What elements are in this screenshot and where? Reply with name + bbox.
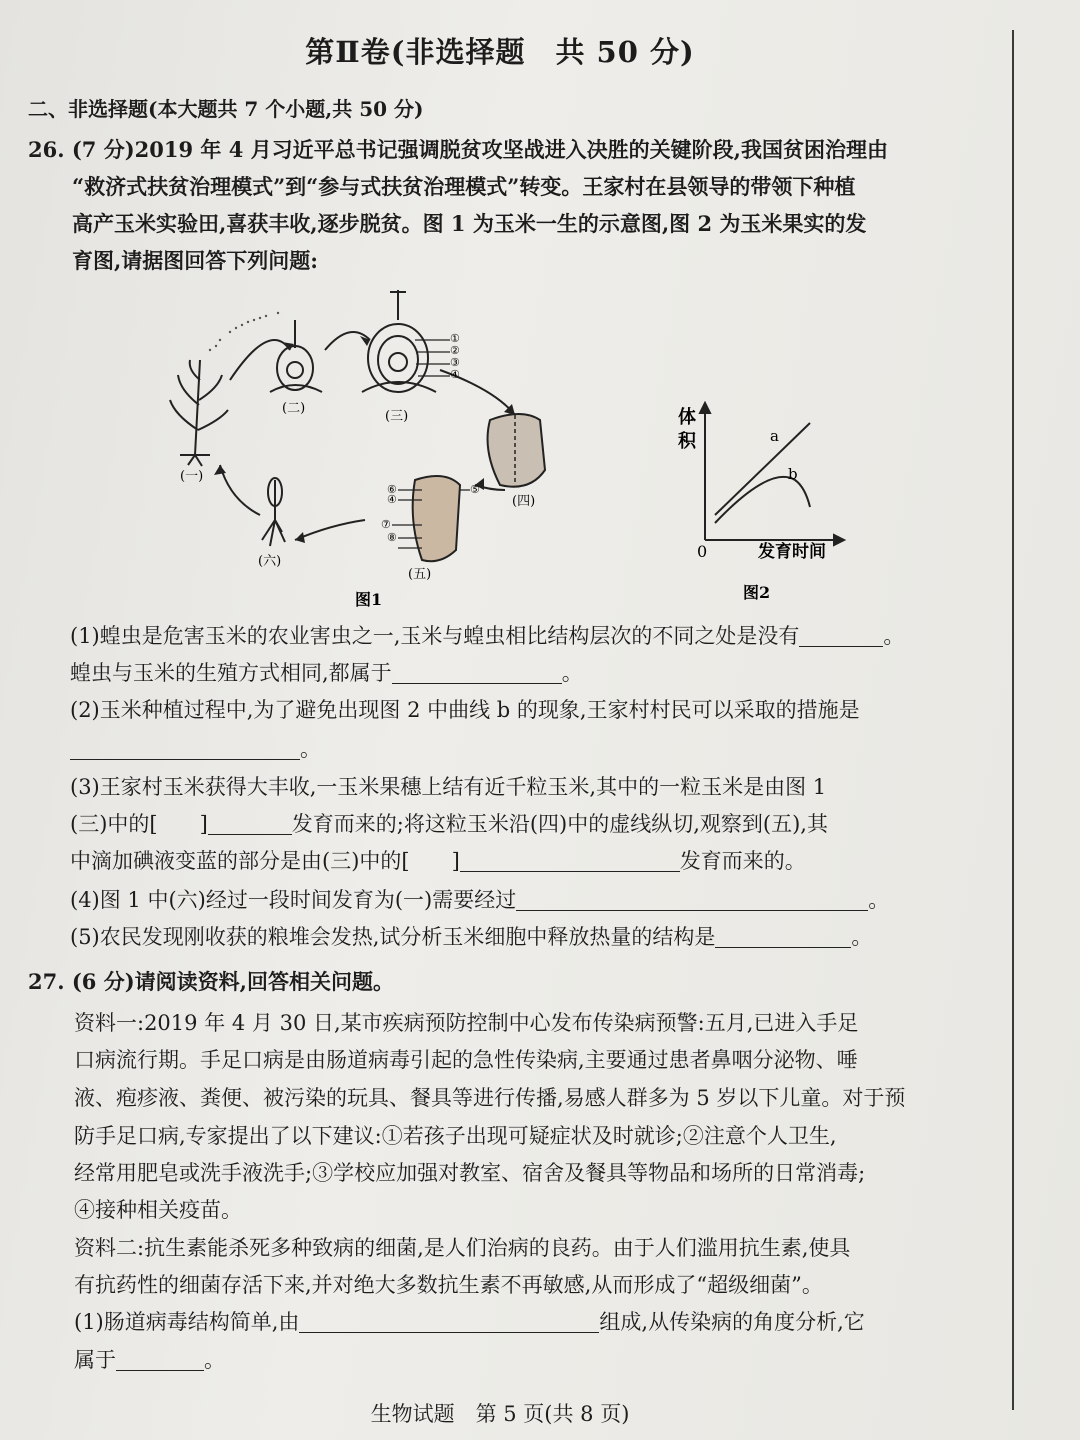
q26-sub3-line-3: 中滴加碘液变蓝的部分是由(三)中的[ ] 发育而来的。	[70, 849, 806, 873]
y-label-top: 体	[678, 407, 696, 428]
q26-sub2-line-2: 。	[70, 733, 321, 763]
numeral-2: ②	[450, 344, 460, 357]
answer-blank[interactable]	[715, 927, 851, 948]
q27-material1-line-3: 液、疱疹液、粪便、被污染的玩具、餐具等进行传播,易感人群多为 5 岁以下儿童。对于预	[74, 1086, 906, 1110]
numeral-1: ①	[450, 332, 460, 345]
figure-1-corn-lifecycle	[150, 280, 570, 610]
y-label-bottom: 积	[678, 431, 696, 452]
page-title: 第Ⅱ卷(非选择题 共 50 分)	[305, 35, 695, 69]
q26-sub1-line-2: 蝗虫与玉米的生殖方式相同,都属于 。	[70, 661, 583, 685]
answer-blank[interactable]	[208, 814, 292, 835]
q26-sub4: (4)图 1 中(六)经过一段时间发育为(一)需要经过 。	[70, 888, 890, 912]
q26-stem-line-2: “救济式扶贫治理模式”到“参与式扶贫治理模式”转变。王家村在县领导的带领下种植	[72, 174, 856, 199]
q26-stem-line-3: 高产玉米实验田,喜获丰收,逐步脱贫。图 1 为玉米一生的示意图,图 2 为玉米果实的发	[72, 211, 867, 236]
q27-material1-line-1: 资料一:2019 年 4 月 30 日,某市疾病预防控制中心发布传染病预警:五月,已进入手足	[74, 1011, 859, 1035]
answer-blank[interactable]	[392, 663, 562, 684]
stage-label-5: (五)	[408, 567, 432, 582]
q27-sub1-line-2: 属于 。	[74, 1348, 225, 1372]
numeral-3: ③	[450, 356, 460, 369]
q27-material1-line-5: 经常用肥皂或洗手液洗手;③学校应加强对教室、宿舍及餐具等物品和场所的日常消毒;	[74, 1161, 866, 1185]
numeral-4: ④	[450, 368, 460, 381]
q26-stem-line-1: 26. (7 分)2019 年 4 月习近平总书记强调脱贫攻坚战进入决胜的关键阶段,我国贫困治理由	[28, 137, 888, 162]
q27-sub1-line-1: (1)肠道病毒结构简单,由 组成,从传染病的角度分析,它	[74, 1310, 865, 1334]
arrow-6-to-1	[220, 465, 260, 515]
stage-label-3: (三)	[385, 409, 409, 424]
arrow-5-to-6	[295, 520, 365, 540]
stage-label-1: (一)	[180, 469, 204, 484]
q27-material1-line-2: 口病流行期。手足口病是由肠道病毒引起的急性传染病,主要通过患者鼻咽分泌物、唾	[74, 1048, 858, 1072]
curve-b-label: b	[788, 465, 798, 483]
origin-label: 0	[697, 542, 708, 561]
page-footer: 生物试题 第 5 页(共 8 页)	[370, 1402, 630, 1426]
pollen-dots	[209, 312, 279, 351]
q27-heading: 27. (6 分)请阅读资料,回答相关问题。	[28, 969, 394, 994]
curve-a-label: a	[770, 427, 779, 445]
x-label: 发育时间	[758, 542, 826, 562]
stage-label-2: (二)	[282, 401, 306, 416]
arrow-2-to-3	[325, 332, 370, 350]
stage-label-4: (四)	[512, 494, 536, 509]
answer-blank[interactable]	[70, 739, 300, 760]
ovary-drawing	[362, 290, 450, 392]
arrow-1-to-2	[230, 340, 290, 380]
seedling-drawing	[262, 478, 285, 546]
figure-1-caption: 图1	[355, 590, 383, 609]
q27-material2-line-2: 有抗药性的细菌存活下来,并对绝大多数抗生素不再敏感,从而形成了“超级细菌”。	[74, 1273, 823, 1297]
stage-label-6: (六)	[258, 554, 282, 569]
answer-blank[interactable]	[299, 1312, 599, 1333]
answer-blank[interactable]	[516, 890, 868, 911]
section-heading: 二、非选择题(本大题共 7 个小题,共 50 分)	[28, 97, 424, 121]
female-flower-drawing	[270, 320, 322, 392]
numeral-8: ⑧	[387, 531, 397, 544]
numeral-7a: ④	[387, 493, 397, 506]
q27-material1-line-4: 防手足口病,专家提出了以下建议:①若孩子出现可疑症状及时就诊;②注意个人卫生,	[74, 1124, 837, 1148]
numeral-5: ⑤	[470, 483, 480, 496]
seed-drawing	[488, 414, 545, 487]
q26-sub5: (5)农民发现刚收获的粮堆会发热,试分析玉米细胞中释放热量的结构是 。	[70, 925, 873, 949]
figure-2-growth-curve	[670, 395, 860, 610]
numeral-6: ⑥	[387, 483, 397, 496]
answer-blank[interactable]	[799, 626, 883, 647]
corn-plant-drawing	[170, 360, 228, 466]
numeral-7: ⑦	[381, 518, 391, 531]
q26-sub1-line-1: (1)蝗虫是危害玉米的农业害虫之一,玉米与蝗虫相比结构层次的不同之处是没有 。	[70, 624, 905, 648]
q27-material2-line-1: 资料二:抗生素能杀死多种致病的细菌,是人们治病的良药。由于人们滥用抗生素,使具	[74, 1236, 851, 1260]
figure-2-caption: 图2	[743, 583, 771, 602]
q26-sub3-line-1: (3)王家村玉米获得大丰收,一玉米果穗上结有近千粒玉米,其中的一粒玉米是由图 1	[70, 775, 827, 799]
q27-material1-line-6: ④接种相关疫苗。	[74, 1198, 242, 1222]
answer-blank[interactable]	[460, 851, 680, 872]
q26-sub3-line-2: (三)中的[ ] 发育而来的;将这粒玉米沿(四)中的虚线纵切,观察到(五),其	[70, 812, 828, 836]
q26-stem-line-4: 育图,请据图回答下列问题:	[72, 248, 319, 273]
answer-blank[interactable]	[116, 1350, 204, 1371]
q26-sub2-line-1: (2)玉米种植过程中,为了避免出现图 2 中曲线 b 的现象,王家村村民可以采取的措施是	[70, 698, 860, 722]
binding-line	[1012, 30, 1014, 1410]
